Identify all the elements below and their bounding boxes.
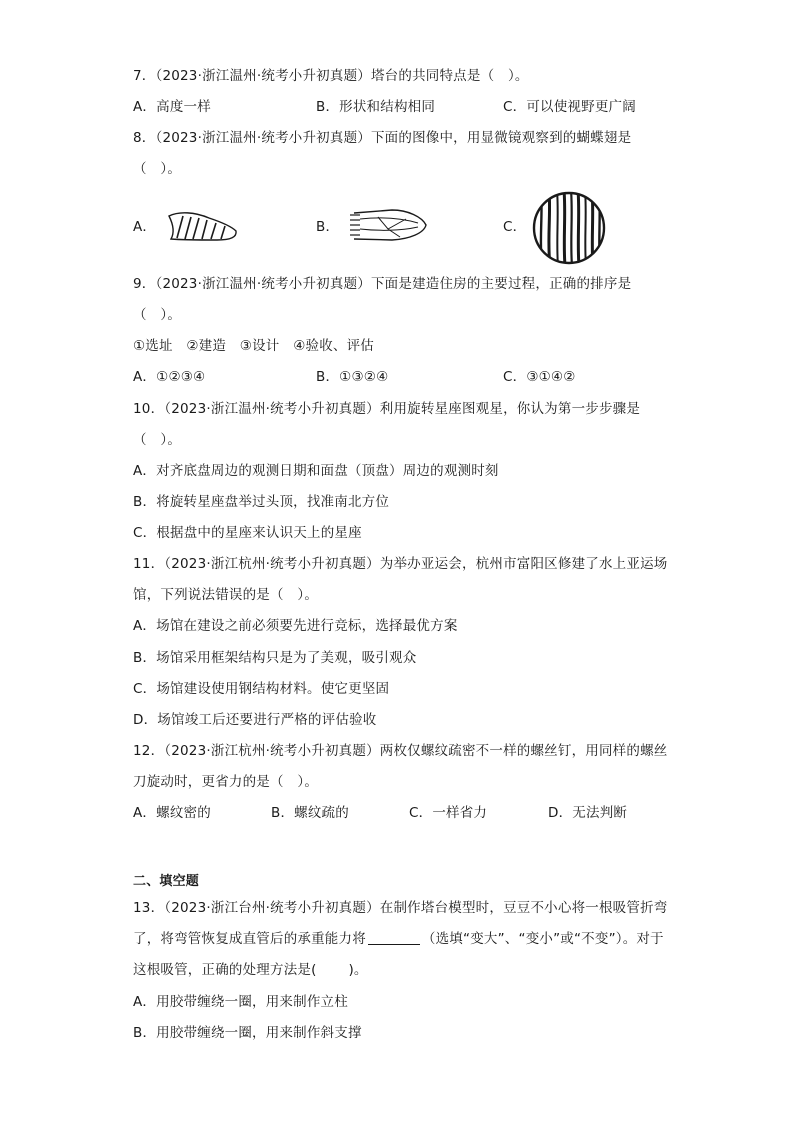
q7-option-c: C．可以使视野更广阔	[503, 99, 636, 115]
q13-stem-cont	[133, 929, 664, 949]
q9-option-c: C．③①④②	[503, 369, 576, 385]
q13-stem-part2: （选填“变大”、“变小”或“不变”）。对于	[421, 931, 664, 947]
q8-stem-cont: （ ）。	[133, 161, 182, 177]
q11-option-c: C．场馆建设使用钢结构材料。使它更坚固	[133, 681, 390, 697]
q8-option-a: A．	[133, 219, 157, 235]
q12-option-d: D．无法判断	[548, 805, 628, 821]
q13-stem: 13．（2023·浙江台州·统考小升初真题）在制作塔台模型时，豆豆不小心将一根吸管折弯	[133, 900, 668, 916]
q7-stem: 7．（2023·浙江温州·统考小升初真题）塔台的共同特点是（ ）。	[133, 68, 529, 84]
q10-option-b: B．将旋转星座盘举过头顶，找准南北方位	[133, 494, 390, 510]
q12-option-c: C．一样省力	[409, 805, 488, 821]
wing-image-a	[165, 208, 240, 244]
q8-option-c: C．	[503, 219, 527, 235]
q9-stem-cont: （ ）。	[133, 307, 182, 323]
q12-option-b: B．螺纹疏的	[271, 805, 349, 821]
q11-option-b: B．场馆采用框架结构只是为了美观，吸引观众	[133, 650, 417, 666]
q13-option-a: A．用胶带缠绕一圈，用来制作立柱	[133, 994, 348, 1010]
q13-stem-cont2: 这根吸管，正确的处理方法是( )。	[133, 962, 368, 978]
q11-option-d: D．场馆竣工后还要进行严格的评估验收	[133, 712, 377, 728]
q12-stem: 12．（2023·浙江杭州·统考小升初真题）两枚仅螺纹疏密不一样的螺丝钉，用同样的螺丝	[133, 743, 668, 759]
q9-option-a: A．①②③④	[133, 369, 206, 385]
q11-stem: 11．（2023·浙江杭州·统考小升初真题）为举办亚运会，杭州市富阳区修建了水上亚运场	[133, 556, 668, 572]
q10-option-a: A．对齐底盘周边的观测日期和面盘（顶盘）周边的观测时刻	[133, 463, 499, 479]
q9-option-b: B．①③②④	[316, 369, 389, 385]
q11-option-a: A．场馆在建设之前必须要先进行竞标，选择最优方案	[133, 618, 458, 634]
section-heading-fill-in: 二、填空题	[133, 874, 200, 889]
answer-blank	[368, 930, 420, 945]
q13-stem-part1: 了，将弯管恢复成直管后的承重能力将	[133, 931, 366, 947]
q8-option-b: B．	[316, 219, 340, 235]
wing-image-c	[531, 190, 607, 266]
q10-stem: 10．（2023·浙江温州·统考小升初真题）利用旋转星座图观星，你认为第一步步骤是	[133, 401, 641, 417]
q10-stem-cont: （ ）。	[133, 432, 182, 448]
q9-steps: ①选址 ②建造 ③设计 ④验收、评估	[133, 338, 375, 354]
q13-option-b: B．用胶带缠绕一圈，用来制作斜支撑	[133, 1025, 362, 1041]
q7-option-a: A．高度一样	[133, 99, 211, 115]
q10-option-c: C．根据盘中的星座来认识天上的星座	[133, 525, 362, 541]
q9-stem: 9．（2023·浙江温州·统考小升初真题）下面是建造住房的主要过程，正确的排序是	[133, 276, 632, 292]
q11-stem-cont: 馆，下列说法错误的是（ ）。	[133, 587, 319, 603]
wing-image-b	[348, 205, 430, 245]
q12-option-a: A．螺纹密的	[133, 805, 211, 821]
q8-stem: 8．（2023·浙江温州·统考小升初真题）下面的图像中，用显微镜观察到的蝴蝶翅是	[133, 130, 632, 146]
q7-option-b: B．形状和结构相同	[316, 99, 436, 115]
q12-stem-cont: 刀旋动时，更省力的是（ ）。	[133, 774, 319, 790]
